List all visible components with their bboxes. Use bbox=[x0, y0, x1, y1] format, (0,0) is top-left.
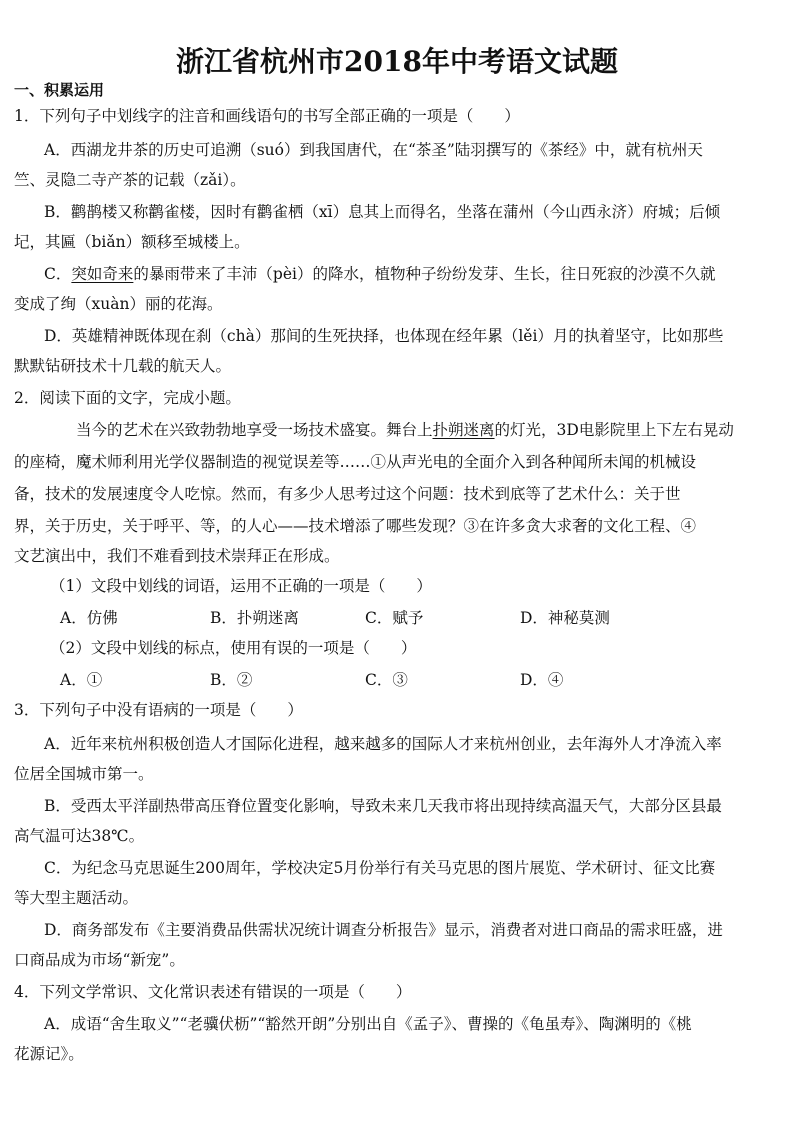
q2-passage-line2: 的座椅，魔术师利用光学仪器制造的视觉误差等……①从声光电的全面介入到各种闻所未闻的机械设 bbox=[14, 453, 697, 471]
q2-passage-line1 bbox=[76, 420, 734, 440]
q2-sub1-stem: （1）文段中划线的词语，运用不正确的一项是（ ） bbox=[50, 577, 432, 595]
q2-sub2-option-d: D．④ bbox=[520, 671, 564, 689]
q2-sub2-option-c: C．③ bbox=[365, 671, 408, 689]
q2-passage-line3: 备，技术的发展速度令人吃惊。然而，有多少人思考过这个问题：技术到底等了艺术什么：关于世 bbox=[14, 485, 681, 503]
q2-sub2-stem: （2）文段中划线的标点，使用有误的一项是（ ） bbox=[50, 639, 417, 657]
q4-option-a-line1: A．成语“舍生取义”“老骥伏枥”“豁然开朗”分别出自《孟子》、曹操的《龟虽寿》、陶渊明的《桃 bbox=[44, 1015, 692, 1033]
q1-option-c-line1 bbox=[44, 264, 715, 284]
q3-option-b-line1: B．受西太平洋副热带高压脊位置变化影响，导致未来几天我市将出现持续高温天气，大部分区县最 bbox=[44, 797, 722, 815]
q2-sub1-option-a: A．仿佛 bbox=[60, 609, 118, 627]
q3-option-b-line2: 高气温可达38℃。 bbox=[14, 827, 145, 845]
page-title: 浙江省杭州市2018年中考语文试题 bbox=[176, 45, 618, 78]
q1-option-d-line1: D．英雄精神既体现在刹（chà）那间的生死抉择，也体现在经年累（lěi）月的执着坚守，比如那些 bbox=[44, 327, 724, 345]
q4-option-a-line2: 花源记》。 bbox=[14, 1045, 84, 1063]
q3-option-c-line1: C．为纪念马克思诞生200周年，学校决定5月份举行有关马克思的图片展览、学术研讨、征文比赛 bbox=[44, 859, 716, 877]
q2-passage-line5: 文艺演出中，我们不难看到技术崇拜正在形成。 bbox=[14, 547, 340, 565]
q3-option-d-line1: D．商务部发布《主要消费品供需状况统计调查分析报告》显示，消费者对进口商品的需求旺盛，进 bbox=[44, 921, 723, 939]
q2-sub1-option-d: D．神秘莫测 bbox=[520, 609, 610, 627]
q1-stem: 1．下列句子中划线字的注音和画线语句的书写全部正确的一项是（ ） bbox=[14, 107, 520, 125]
q3-stem: 3．下列句子中没有语病的一项是（ ） bbox=[14, 701, 303, 719]
q1-option-a-line1: A．西湖龙井茶的历史可追溯（suó）到我国唐代，在“茶圣”陆羽撰写的《茶经》中，就有杭州天 bbox=[44, 141, 703, 159]
q2-sub2-option-b: B．② bbox=[210, 671, 253, 689]
underlined-phrase: 突如奇来 bbox=[71, 265, 134, 283]
q2-sub1-option-c: C．赋予 bbox=[365, 609, 424, 627]
q3-option-a-line1: A．近年来杭州积极创造人才国际化进程，越来越多的国际人才来杭州创业，去年海外人才净流入率 bbox=[44, 735, 722, 753]
q1-option-d-line2: 默默钻研技术十几载的航天人。 bbox=[14, 357, 232, 375]
q2-sub1-option-b: B．扑朔迷离 bbox=[210, 609, 299, 627]
q1-option-b-line2: 圮，其匾（biǎn）额移至城楼上。 bbox=[14, 233, 250, 251]
q1-option-a-line2: 竺、灵隐二寺产茶的记载（zǎi）。 bbox=[14, 171, 246, 189]
q2-passage-line4: 界，关于历史，关于呼平、等，的人心——技术增添了哪些发现？③在许多贪大求奢的文化工程、④ bbox=[14, 517, 697, 535]
passage-text: 当今的艺术在兴致勃勃地享受一场技术盛宴。舞台上 bbox=[76, 421, 433, 439]
q4-stem: 4．下列文学常识、文化常识表述有错误的一项是（ ） bbox=[14, 983, 412, 1001]
q1-option-b-line1: B．鹳鹊楼又称鹳雀楼，因时有鹳雀栖（xī）息其上而得名，坐落在蒲州（今山西永济）府城；后倾 bbox=[44, 203, 721, 221]
option-text: 的暴雨带来了丰沛（pèi）的降水，植物种子纷纷发芽、生长，往日死寂的沙漠不久就 bbox=[133, 265, 716, 283]
q3-option-d-line2: 口商品成为市场“新宠”。 bbox=[14, 951, 185, 969]
q3-option-c-line2: 等大型主题活动。 bbox=[14, 889, 139, 907]
q2-stem: 2．阅读下面的文字，完成小题。 bbox=[14, 389, 241, 407]
underlined-phrase: 扑朔迷离 bbox=[432, 421, 495, 439]
q1-option-c-line2: 变成了绚（xuàn）丽的花海。 bbox=[14, 295, 223, 313]
q2-sub2-option-a: A．① bbox=[60, 671, 103, 689]
q3-option-a-line2: 位居全国城市第一。 bbox=[14, 765, 154, 783]
passage-text: 的灯光，3D电影院里上下左右晃动 bbox=[494, 421, 734, 439]
option-letter: C． bbox=[44, 265, 72, 283]
section-heading: 一、积累运用 bbox=[14, 81, 105, 99]
